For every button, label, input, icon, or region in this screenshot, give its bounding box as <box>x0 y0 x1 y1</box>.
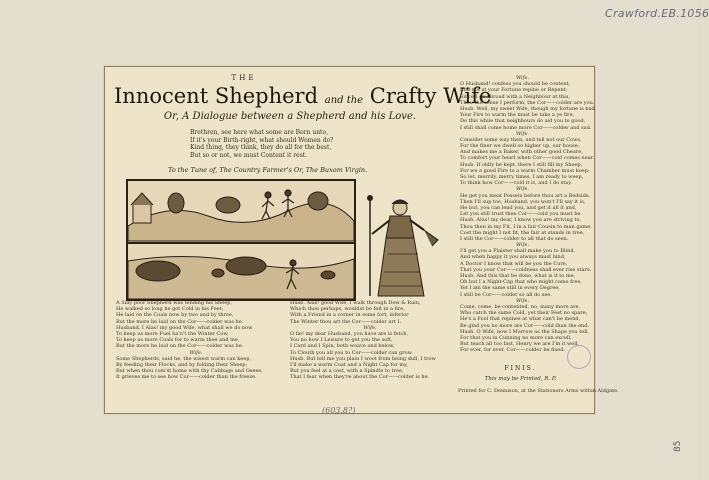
ballad-line: Then I'll sup too, Husband, you won't I'll say it is, <box>460 198 586 205</box>
ballad-column-middle <box>290 300 450 380</box>
ballad-line: He's a Fool that repines at what can't be mend, <box>460 316 581 323</box>
ballad-line: You no how I Leisure to get you the soft, <box>290 337 393 344</box>
woodcut-scene-image <box>128 181 354 299</box>
title-the: THE <box>231 74 257 82</box>
ballad-line: For we a good Fire to a warm Chamber must keep; <box>460 167 590 174</box>
ballad-line: With a Friend in a corner in some fort, inferior <box>290 312 409 319</box>
ballad-line: Husb. And this that be done, what is it to me, <box>460 273 576 279</box>
imprint-line: Printed for C. Dennison, at the Stationers Arms within Aldgate. <box>458 388 619 394</box>
ballad-line: Cost the might I not fit, the fair at stands in tree, <box>460 229 585 236</box>
verse-line: If it's your Birth-right, what should Women do? <box>190 136 334 144</box>
title-part1: Innocent Shepherd <box>114 84 319 108</box>
speaker-heading: Wife. <box>515 75 530 81</box>
ballad-line: O Husband! confess you should be content, <box>460 81 571 88</box>
ballad-line: I'll make a warm Coat and a Night Cap for my, <box>290 361 408 368</box>
ballad-line: Be glad you no more are Cor——cold than the end. <box>460 322 590 329</box>
title-part2: Crafty Wife <box>369 84 492 108</box>
ballad-subtitle: Or, A Dialogue between a Shepherd and his Love. <box>163 111 417 122</box>
page-number: 85 <box>673 440 683 452</box>
ballad-line: And when happy it you always must bind, <box>460 254 566 261</box>
ballad-line: Yet I am the same still in every Degree, <box>460 285 560 292</box>
ballad-line: That I fear when they're about the Cor——colder is he. <box>290 374 430 381</box>
ballad-line: Some Shepherds, said he, the wisest warm can keep, <box>116 355 251 362</box>
ballad-line: A Silly poor Shepherd was tending his Sheep, <box>116 300 232 306</box>
speaker-heading: Wife. <box>515 297 530 304</box>
ballad-line: For ever, for ever, Cor——colder be fixed. <box>460 347 565 354</box>
speaker-heading: Wife. <box>189 349 203 356</box>
ballad-line: That you your Cor——coldness shall ever rise stare. <box>460 266 592 273</box>
ballad-line: Consider some way then, and tell not our Cows, <box>460 136 582 143</box>
ballad-line: But you feel at a cost, with a Spindle to tree, <box>290 368 404 375</box>
ballad-line: I still shall come home more Cor——colder and sad. <box>460 124 592 131</box>
title-and: and the <box>324 95 364 106</box>
ballad-line: To keep us more Fuel ha'n't the Winter Cow, <box>116 330 229 337</box>
speaker-heading: Wife. <box>515 242 530 249</box>
ballad-column-right <box>460 75 597 354</box>
speaker-heading: Wife. <box>515 186 530 193</box>
verse-line: Kind thing, they think, they do all for the best, <box>190 144 332 152</box>
ballad-line: For the finer we dwell so higher up, our house; <box>460 143 580 150</box>
ballad-line: Since I go abroad with a Neighbour at this, <box>460 93 570 100</box>
ballad-line: I Card and I Spin, both woave and below, <box>290 343 395 350</box>
ballad-line: Husb. But tell me you plain I woot from being dull, I trow <box>290 355 436 362</box>
finis-mark: FINIS. <box>504 365 537 372</box>
woodcut-illustration <box>126 179 356 301</box>
ballad-line: To think how Cor——cold it is, and I do stay. <box>460 180 572 187</box>
ballad-line: I still the Cor——colder to all that do seen. <box>460 235 569 242</box>
ballad-line: O fie! my dear Husband, you have are is fetch, <box>290 330 409 337</box>
ballad-line: Oh but I a Night-Cap that who might come free, <box>460 279 582 286</box>
ballad-line: I still be Cor——colder so all do see. <box>460 291 552 298</box>
ballad-line: Who catch the same Cold, yet their Feet no spare; <box>460 310 588 317</box>
ballad-line: By feeding their Flocks, and by folding their Sheep; <box>116 361 248 368</box>
ballad-title <box>114 84 492 108</box>
ballad-line: It grieves me to see how Cor——colder than the freeze. <box>116 374 257 381</box>
tune-line: To the Tune of, The Country Farmer's Or, The Buxom Virgin. <box>168 166 368 174</box>
ballad-line: But teach all too fast, Henry we are I'm it well, <box>460 341 580 348</box>
ballad-line: Husb. If oldly he kept, there I still fill my Sheep, <box>460 161 583 168</box>
ballad-line: Husb. Alas! good Wife, I walk through Dew & Rain, <box>290 300 421 306</box>
woman-figure-woodcut <box>360 194 442 298</box>
library-stamp-icon <box>567 345 591 369</box>
ballad-line: So let, merrily, merry times, I am ready to weep, <box>460 174 584 180</box>
ballad-line: He but, you can lend you, and get it all it and, <box>460 204 577 211</box>
ballad-line: To comfort your heart when Cor——cold comes near. <box>460 155 595 162</box>
ballad-line: Your Fire to warm the must be take a ye fire, <box>460 112 575 119</box>
ballad-line: Thou the sense I perform, the Cor——colder are you. <box>460 99 595 106</box>
license-note: This may be Printed, R. P. <box>484 376 557 382</box>
ballad-line: To Clouth you all you to Cor——colder can grow. <box>290 349 413 356</box>
opening-verse <box>190 129 400 159</box>
ballad-line: Husb. O Wife, now I Morrow as the Shape you tell, <box>460 328 589 335</box>
ballad-line: He laid on the Coals now by two and by three, <box>116 312 234 319</box>
verse-line: Brethren, see here what some are Born unto, <box>190 129 328 136</box>
woman-figure-image <box>360 194 442 298</box>
ballad-line: Husb. Alas! my dear, I know you are striving to, <box>460 217 582 224</box>
shelfmark: Crawford.EB.1056 <box>605 7 709 20</box>
ballad-line: Husb. Well, my sweet Wife, though my fortune is bad, <box>460 105 597 112</box>
pencil-annotation: (603.8?) <box>322 406 356 415</box>
ballad-line: A Doctor I know that will be you the Cure, <box>460 260 568 267</box>
ballad-line: I'll get you a Plaister shall make you to Blind, <box>460 248 576 255</box>
ballad-line: Which thou perhaps, wouldst be felt in a fire, <box>290 306 405 313</box>
ballad-line: Come, come, be contented, no, many more are, <box>460 303 581 310</box>
ballad-line: To keep us more Coals for to warm thee and me, <box>116 337 240 344</box>
ballad-column-left <box>116 300 276 380</box>
ballad-line: But the more he laid on the Cor——colder was he. <box>116 343 244 350</box>
ballad-line: But the more he laid on the Cor——colder was he. <box>116 318 244 325</box>
speaker-heading: Wife. <box>363 324 377 331</box>
verse-line: But so or not, we must Content it rest. <box>190 151 308 159</box>
ballad-line: But when thou com'st home with thy Cabbage and Geese, <box>116 368 263 375</box>
ballad-line: And makes me a Baker, with other good Cheare, <box>460 149 583 156</box>
ballad-line: For that you in Cunning no more can excell, <box>460 334 572 341</box>
ballad-line: The Winter thou art the Cor——colder art I. <box>290 318 402 325</box>
ballad-line: Let you still trust thee Cor——cold you must be. <box>460 211 582 218</box>
ballad-line: Thou then in my Fit, I in a fair Cousin to man game, <box>460 223 592 230</box>
ballad-line: And not at your Fortune repine or Repent; <box>460 87 568 94</box>
speaker-heading: Wife. <box>515 130 530 137</box>
ballad-line: He get you meat Possets before thou art a Bedside, <box>460 192 591 199</box>
ballad-line: Husband, I Alas! my good Wife, what shall we do now <box>116 324 253 331</box>
ballad-line: He walked so long he got Cold in his Feet; <box>116 306 224 313</box>
ballad-line: Do this while that neighbours do aid you to good, <box>460 118 586 125</box>
